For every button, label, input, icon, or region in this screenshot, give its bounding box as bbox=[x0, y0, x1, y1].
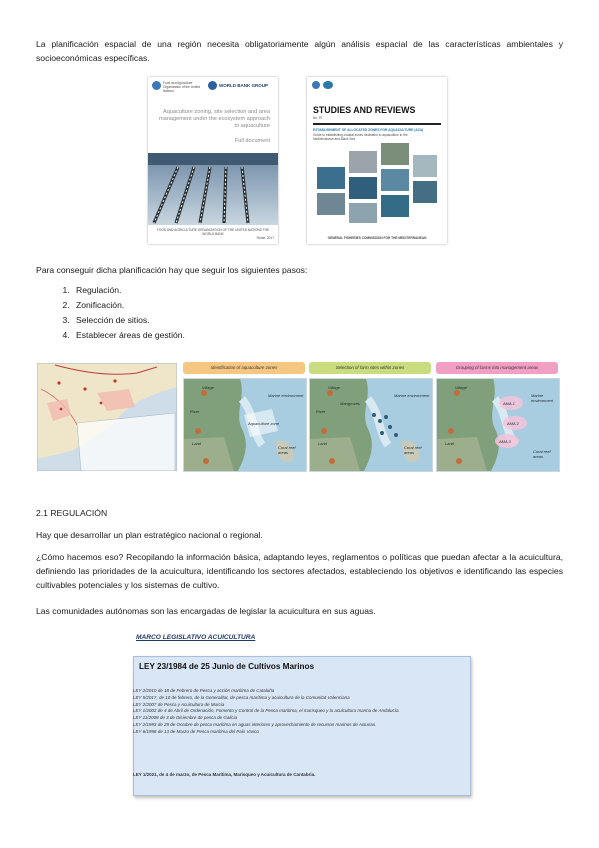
cover1-title: Aquaculture zoning, site selection and area management under the ecosystem approach to aquaculture bbox=[158, 109, 270, 129]
fao-org-name: Food and Agriculture Organization of the United Nations bbox=[163, 81, 201, 93]
studies-reviews-cover bbox=[307, 77, 447, 244]
banner-identification: Identification of aquaculture zones bbox=[183, 362, 305, 374]
law-item: LEY 11/2008 de 3 de Diciembre de pesca de Galicia bbox=[133, 715, 238, 721]
panel-identification: Village River Marine environment Aquaculture zone Land Coral reef areas bbox=[183, 378, 307, 472]
divider bbox=[313, 123, 441, 125]
cover2-footer: GENERAL FISHERIES COMMISSION FOR THE MEDITERRANEAN bbox=[327, 236, 427, 240]
legal-header: MARCO LEGISLATIVO ACUICULTURA bbox=[136, 634, 256, 641]
fao-logo-icon bbox=[152, 81, 161, 90]
worldbank-name: WORLD BANK GROUP bbox=[219, 83, 268, 88]
cover1-place-year: Rome, 2017 bbox=[256, 236, 274, 240]
step-item: 3. Selección de sitios. bbox=[72, 313, 185, 328]
cover1-footer: FOOD AND AGRICULTURE ORGANIZATION OF THE UNITED NATIONS THE WORLD BANK bbox=[156, 228, 270, 236]
law-item: LEY 6/1998 de 13 de Marzo de Pesca marítima del País Vasco bbox=[133, 728, 259, 734]
panel-selection: Village River Marine environment Mangroves Land Coral reef areas bbox=[309, 378, 433, 472]
worldbank-logo-icon bbox=[208, 81, 217, 90]
series-title: STUDIES AND REVIEWS bbox=[313, 105, 416, 115]
intro-paragraph: La planificación espacial de una región necesita obligatoriamente algún análisis espacial de las características ambientales y socioeconómicas específicas. bbox=[36, 39, 563, 63]
panel-grouping: Village Land AMA 1 AMA 2 AMA 3 Marine environment Coral reef areas bbox=[436, 378, 560, 472]
fao-worldbank-cover bbox=[148, 77, 278, 244]
law-item: LEY 2/2010 de 18 de Febrero de Pesca y acción marítima de Cataluña bbox=[133, 688, 275, 693]
law-item: LEY 2/1993 de 29 de Octubre de pesca marítima en aguas interiores y aprovechamiento de recursos marinos de Asturias. bbox=[133, 721, 377, 727]
fao-logo-icon bbox=[312, 81, 320, 89]
steps-intro: Para conseguir dicha planificación hay que seguir los siguientes pasos: bbox=[36, 265, 308, 275]
law-item: LEY 1/2002 de 4 de Abril de Ordenación, Fomento y Control de la Pesca marítima, el marisqueo y la acuicultura marina de Andalucía. bbox=[133, 708, 400, 714]
law-list bbox=[133, 688, 463, 736]
steps-list bbox=[36, 283, 185, 343]
step-item: 4. Establecer áreas de gestión. bbox=[72, 328, 185, 343]
step-item: 2. Zonificación. bbox=[72, 298, 185, 313]
coastal-zoning-map bbox=[37, 363, 177, 471]
section-title: 2.1 REGULACIÓN bbox=[36, 508, 108, 518]
step-item: 1. Regulación. bbox=[72, 283, 185, 298]
series-number: No. 97 bbox=[313, 116, 323, 120]
cover2-heading: ESTABLISHMENT OF ALLOCATED ZONES FOR AQUACULTURE (AZA) bbox=[313, 128, 424, 132]
banner-grouping: Grouping of farms into management areas bbox=[436, 362, 558, 374]
banner-selection: Selection of farm sites within zones bbox=[309, 362, 431, 374]
cover1-subtitle: Full document bbox=[234, 138, 270, 144]
gfcm-logo-icon bbox=[323, 81, 333, 89]
law-item: LEY 2/2007 de Pesca y Acuicultura de Murcia bbox=[133, 701, 225, 707]
paragraph-communities: Las comunidades autónomas son las encargadas de legislar la acuicultura en sus aguas. bbox=[36, 606, 376, 616]
paragraph-how: ¿Cómo hacemos eso? Recopilando la información básica, adaptando leyes, reglamentos o políticas que puedan afectar a la acuicultura, definiendo las prioridades de la acuicultura, identificando los sectores afectados, estableciendo los objetivos e identificando las especies cultivables potenciales y los sistemas de cultivo. bbox=[36, 552, 563, 590]
main-law: LEY 23/1984 de 25 Junio de Cultivos Marinos bbox=[139, 662, 315, 671]
photo-mosaic bbox=[315, 143, 439, 225]
law-cantabria: LEY 1/2021, de 4 de marzo, de Pesca Marítima, Marisqueo y Acuicultura de Cantabria. bbox=[133, 772, 316, 777]
law-item: LEY 5/2017, de 10 de febrero, de la Generalitat, de pesca marítima y acuicultura de la Comunitat Valenciana bbox=[133, 694, 350, 700]
paragraph-plan: Hay que desarrollar un plan estratégico nacional o regional. bbox=[36, 530, 263, 540]
aquaculture-pens-photo bbox=[148, 153, 278, 225]
cover2-subheading: Guide to establishing coastal zones dedicated to aquaculture in the Mediterranean and Black Sea bbox=[313, 133, 408, 141]
